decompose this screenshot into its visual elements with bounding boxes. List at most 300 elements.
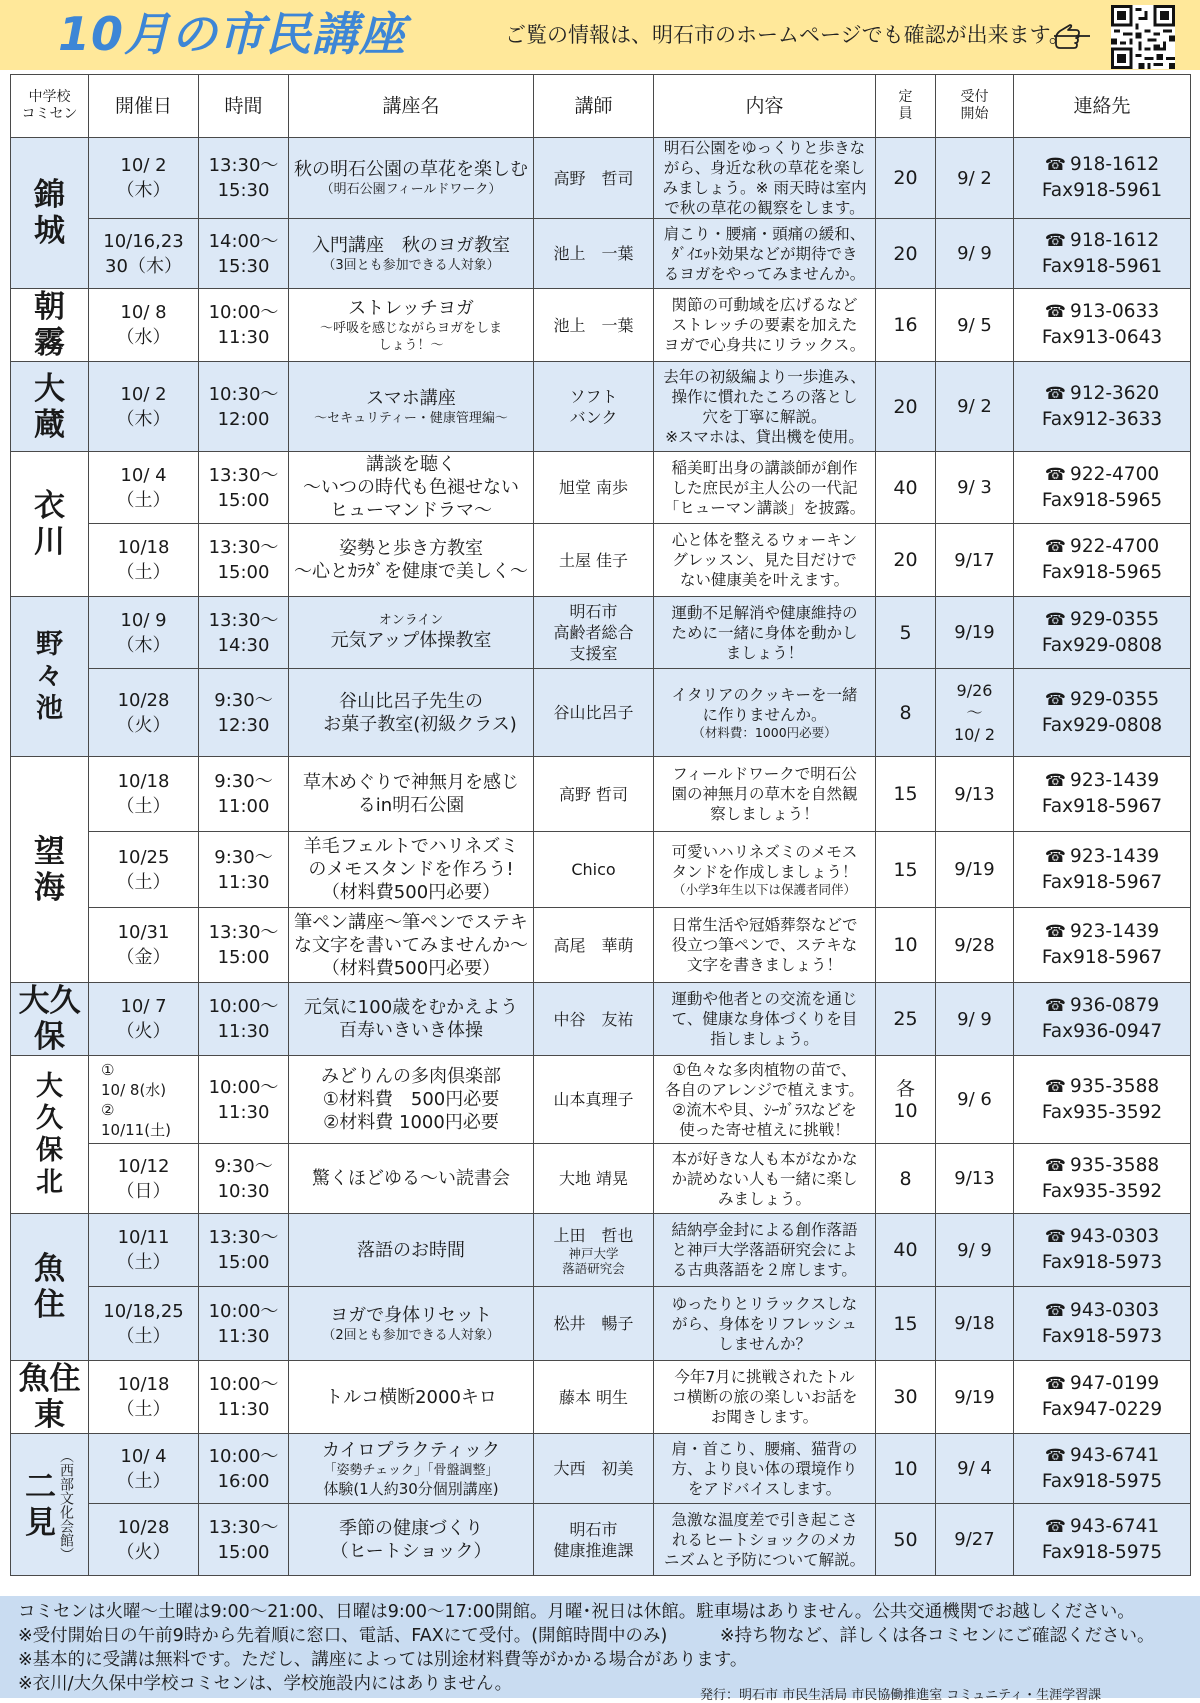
phone-icon: ☎: [1044, 230, 1067, 251]
text-line: 園の神無月の草木を自然観: [671, 785, 858, 803]
text-line: （火）: [116, 1021, 171, 1042]
instructor-cell: [534, 524, 654, 597]
text-line: 支援室: [569, 644, 618, 663]
text-line: 9/17: [954, 549, 995, 571]
text-line: 大久: [18, 983, 81, 1019]
text-line: 「ヒューマン講談」を披露。: [663, 498, 866, 517]
text-line: 松井 暢子: [553, 1314, 634, 1333]
phone-icon: ☎: [1044, 1300, 1067, 1321]
text-line: 11:30: [217, 1101, 270, 1123]
footer-line: ※受付開始日の午前9時から先着順に窓口、電話、FAXにて受付。(開館時間中のみ) ※持ち物など、詳しくは各コミセンにご確認ください。: [18, 1626, 1155, 1646]
text-line: て、健康な身体づくりを目: [671, 1010, 858, 1028]
text-line: 高齢者総合: [553, 623, 634, 642]
course-title: [289, 669, 534, 757]
table-row: [11, 1214, 1191, 1287]
text-line: 10/31: [117, 922, 170, 943]
website-note: ご覧の情報は、明石市のホームページでも確認が出来ます。: [505, 23, 1070, 47]
fax-number: Fax918-5973: [1041, 1252, 1163, 1273]
text-line: 元気アップ体操教室: [330, 630, 492, 651]
text-line: 9:30～: [214, 846, 273, 868]
phone-icon: ☎: [1044, 1076, 1067, 1097]
time-cell: [199, 1056, 289, 1144]
text-line: 池: [36, 692, 63, 724]
title-subtext: 体験(1人約30分個別講座): [323, 1479, 499, 1498]
text-line: 草木めぐりで神無月を感じ: [303, 772, 519, 793]
course-title: [289, 832, 534, 908]
text-line: 9/ 4: [957, 1458, 992, 1479]
text-line: ①材料費 500円必要: [322, 1089, 500, 1110]
text-line: 10/ 2: [120, 383, 167, 405]
text-line: 二: [25, 1468, 56, 1505]
capacity-cell: [876, 138, 936, 219]
text-line: ①色々な多肉植物の苗で、: [672, 1060, 857, 1079]
text-line: 谷山比呂子先生の: [339, 690, 483, 712]
time-cell: [199, 908, 289, 983]
course-title: [289, 219, 534, 289]
text-line: 野: [36, 628, 63, 660]
text-line: か読めない人も一緒に楽し: [671, 1169, 858, 1188]
text-line: （水）: [116, 327, 171, 348]
instructor-cell: [534, 452, 654, 524]
text-line: 元気に100歳をむかえよう: [303, 997, 519, 1018]
text-line: ～: [966, 702, 983, 722]
venue-name: [11, 452, 89, 597]
capacity-cell: [876, 1287, 936, 1361]
text-line: るin明石公園: [357, 795, 465, 816]
text-line: 霧: [34, 325, 65, 361]
text-line: 旭堂 南歩: [558, 478, 629, 497]
fax-number: Fax947-0229: [1041, 1399, 1163, 1420]
date-cell: [89, 1361, 199, 1434]
contact-cell: [1014, 832, 1191, 908]
text-line: 文字を書きましょう！: [686, 956, 842, 974]
time-cell: [199, 1504, 289, 1576]
table-row: [11, 1361, 1191, 1434]
course-title: [289, 1214, 534, 1287]
capacity-value: 10: [893, 934, 918, 956]
text-line: 入門講座 秋のヨガ教室: [312, 234, 510, 256]
tel-number: 922-4700: [1070, 463, 1160, 485]
text-line: ストレッチの要素を加えた: [671, 316, 858, 334]
text-line: 蔵: [34, 406, 65, 443]
venue-name: [11, 138, 89, 289]
text-line: 10/11: [117, 1227, 170, 1248]
text-line: ﾀﾞｲｴｯﾄ効果などが期待でき: [671, 244, 858, 263]
instructor-cell: [534, 597, 654, 669]
text-line: 役立つ筆ペンで、ステキな: [671, 936, 858, 954]
tel-number: 943-0303: [1070, 1299, 1160, 1321]
text-line: （木）: [116, 180, 171, 201]
text-line: 健康推進課: [553, 1540, 634, 1560]
fax-number: Fax918-5961: [1041, 255, 1163, 277]
text-line: 百寿いきいき体操: [339, 1020, 483, 1041]
phone-icon: ☎: [1044, 922, 1067, 942]
text-line: 10/18: [117, 537, 170, 558]
text-line: 15:00: [217, 562, 270, 583]
text-line: 13:30～: [208, 1516, 279, 1538]
text-line: ヒューマンドラマ～: [330, 500, 492, 521]
text-line: 9/ 9: [957, 243, 992, 264]
tel-line: [1014, 1153, 1190, 1179]
phone-icon: ☎: [1044, 1227, 1067, 1247]
text-line: 高野 哲司: [558, 784, 629, 804]
date-cell: [89, 669, 199, 757]
content-cell: [654, 1504, 876, 1576]
text-line: 住: [34, 1287, 65, 1323]
course-title: [289, 908, 534, 983]
text-line: 9/ 5: [957, 314, 992, 336]
text-line: ソフト: [569, 386, 618, 406]
tel-number: 923-1439: [1070, 770, 1160, 791]
table-row: [11, 983, 1191, 1056]
text-line: 14:00～: [208, 230, 279, 252]
content-note: （材料費：1000円必要）: [692, 724, 837, 740]
text-line: 今年7月に挑戦されたトル: [674, 1368, 855, 1386]
text-line: しませんか？: [717, 1334, 811, 1353]
contact-cell: [1014, 757, 1191, 832]
phone-icon: ☎: [1044, 383, 1067, 404]
text-line: ①: [101, 1060, 115, 1079]
text-line: 池上 一葉: [553, 315, 634, 335]
text-line: 可愛いハリネズミのメモス: [671, 842, 858, 861]
tel-line: [1014, 1514, 1190, 1540]
text-line: 9:30～: [214, 689, 273, 711]
phone-icon: ☎: [1044, 302, 1067, 322]
tel-line: [1014, 228, 1190, 254]
tel-number: 913-0633: [1070, 301, 1160, 322]
text-line: 使った寄せ植えに挑戦！: [679, 1120, 850, 1139]
venue-name: [11, 1214, 89, 1361]
tel-number: 912-3620: [1070, 382, 1160, 404]
text-line: 秋の明石公園の草花を楽しむ: [294, 159, 528, 180]
venue-name: [11, 362, 89, 452]
text-line: 山本真理子: [553, 1090, 634, 1109]
course-title: [289, 524, 534, 597]
fax-number: Fax936-0947: [1041, 1021, 1163, 1042]
text-line: 14:30: [217, 634, 270, 656]
tel-line: [1014, 381, 1190, 407]
tel-line: [1014, 768, 1190, 794]
content-cell: [654, 1287, 876, 1361]
date-cell: [89, 908, 199, 983]
text-line: 結納亭金封による創作落語: [671, 1221, 858, 1239]
tel-number: 947-0199: [1070, 1373, 1160, 1394]
start-date-cell: [936, 1144, 1014, 1214]
text-line: 々: [36, 660, 63, 692]
phone-icon: ☎: [1044, 1516, 1067, 1537]
text-line: 9/28: [954, 934, 995, 956]
publisher: 発行：明石市 市民生活局 市民協働推進室 コミュニティ・生涯学習課: [700, 1688, 1102, 1703]
text-line: 城: [34, 213, 65, 249]
table-row: [11, 524, 1191, 597]
course-title: [289, 138, 534, 219]
contact-cell: [1014, 289, 1191, 362]
contact-cell: [1014, 1504, 1191, 1576]
time-cell: [199, 983, 289, 1056]
time-cell: [199, 138, 289, 219]
text-line: 藤本 明生: [558, 1387, 629, 1407]
text-line: グレッスン、見た目だけで: [672, 551, 857, 569]
date-cell: [89, 1056, 199, 1144]
content-cell: [654, 1214, 876, 1287]
start-date-cell: [936, 289, 1014, 362]
course-title: [289, 597, 534, 669]
text-line: 大: [36, 1070, 63, 1102]
text-line: 急激な温度差で引き起こさ: [671, 1510, 858, 1529]
content-note: （小学3年生以下は保護者同伴）: [673, 881, 856, 897]
text-line: 10/12: [117, 1155, 170, 1177]
tel-line: [1014, 1224, 1190, 1250]
fax-number: Fax929-0808: [1041, 714, 1163, 736]
start-date-cell: [936, 524, 1014, 597]
text-line: お聞きします。: [710, 1408, 819, 1426]
start-date-cell: [936, 757, 1014, 832]
tel-number: 929-0355: [1070, 688, 1160, 710]
qr-code-icon[interactable]: [1111, 5, 1175, 69]
text-line: （土）: [116, 1399, 171, 1420]
date-cell: [89, 757, 199, 832]
text-line: 10/ 2: [120, 155, 167, 176]
course-title: [289, 983, 534, 1056]
title-subtext: （2回とも参加できる人対象）: [322, 1327, 500, 1343]
capacity-value: 10: [893, 1099, 918, 1122]
text-line: 10/18: [117, 771, 170, 792]
time-cell: [199, 1361, 289, 1434]
contact-cell: [1014, 597, 1191, 669]
date-cell: [89, 289, 199, 362]
col-venue: 中学校 コミセン: [11, 75, 89, 138]
contact-cell: [1014, 1434, 1191, 1504]
text-line: 明石公園をゆっくりと歩きな: [663, 139, 866, 157]
text-line: ましょう！: [725, 643, 804, 662]
capacity-cell: [876, 1144, 936, 1214]
table-row: [11, 757, 1191, 832]
text-line: な文字を書いてみませんか～: [294, 934, 528, 956]
text-line: 9/ 3: [957, 477, 992, 498]
text-line: れるヒートショックのメカ: [671, 1530, 858, 1549]
table-row: [11, 219, 1191, 289]
venue-name: [11, 289, 89, 362]
text-line: ②: [101, 1100, 115, 1119]
instructor-cell: [534, 362, 654, 452]
date-cell: [89, 524, 199, 597]
tel-number: 923-1439: [1070, 845, 1160, 867]
tel-number: 935-3588: [1070, 1154, 1160, 1176]
content-cell: [654, 1434, 876, 1504]
text-line: 10:30～: [208, 383, 279, 405]
text-line: に作りませんか。: [702, 705, 827, 724]
tel-line: [1014, 299, 1190, 325]
title-subtext: （明石公園フィールドワーク）: [320, 182, 502, 197]
text-line: 高尾 華萌: [553, 935, 634, 955]
tel-line: [1014, 1371, 1190, 1397]
date-cell: [89, 362, 199, 452]
capacity-value: 8: [899, 701, 912, 724]
contact-cell: [1014, 983, 1191, 1056]
text-line: る古典落語を２席します。: [672, 1261, 857, 1279]
text-line: 姿勢と歩き方教室: [339, 538, 483, 559]
text-line: 11:30: [217, 871, 270, 893]
text-line: 10/ 4: [120, 464, 167, 486]
capacity-cell: [876, 1214, 936, 1287]
capacity-value: 40: [893, 1239, 918, 1261]
text-line: 13:30～: [208, 155, 279, 176]
content-cell: [654, 1361, 876, 1434]
capacity-cell: [876, 669, 936, 757]
col-date: 開催日: [89, 75, 199, 138]
title-subtext: ～セキュリティー・健康管理編～: [314, 410, 508, 426]
table-row: [11, 138, 1191, 219]
capacity-cell: [876, 362, 936, 452]
table-row: [11, 1504, 1191, 1576]
text-line: ない健康美を叶えます。: [679, 571, 850, 589]
time-cell: [199, 597, 289, 669]
text-line: （金）: [116, 947, 171, 968]
text-line: 海: [34, 869, 65, 906]
date-cell: [89, 832, 199, 908]
start-date-cell: [936, 1504, 1014, 1576]
course-title: [289, 1287, 534, 1361]
capacity-value: 15: [893, 1312, 918, 1335]
text-line: をアドバイスします。: [687, 1479, 842, 1498]
course-title: [289, 452, 534, 524]
text-line: 13:30～: [208, 537, 279, 558]
course-title: [289, 757, 534, 832]
text-line: お菓子教室(初級クラス): [305, 713, 517, 735]
venue-name: [11, 1434, 89, 1576]
tel-number: 943-0303: [1070, 1226, 1160, 1247]
text-line: 去年の初級編より一歩進み、: [663, 367, 866, 386]
instructor-cell: [534, 908, 654, 983]
contact-cell: [1014, 524, 1191, 597]
text-line: （土）: [116, 1470, 171, 1492]
tel-line: [1014, 919, 1190, 945]
text-line: （土）: [116, 562, 171, 583]
text-line: 土屋 佳子: [558, 550, 629, 570]
contact-cell: [1014, 908, 1191, 983]
text-line: （材料費500円必要）: [321, 957, 501, 979]
text-line: 30（木）: [105, 255, 182, 277]
text-line: 操作に慣れたころの落とし: [671, 387, 858, 406]
capacity-value: 16: [893, 314, 918, 336]
capacity-cell: [876, 1434, 936, 1504]
text-line: 10/ 4: [120, 1445, 167, 1467]
table-row: [11, 908, 1191, 983]
date-cell: [89, 1504, 199, 1576]
text-line: 中谷 友祐: [553, 1009, 634, 1029]
text-line: トルコ横断2000キロ: [325, 1386, 497, 1408]
text-line: 9/27: [954, 1529, 995, 1550]
tel-number: 922-4700: [1070, 536, 1160, 557]
text-line: 魚住: [18, 1361, 81, 1397]
table-row: [11, 832, 1191, 908]
text-line: 池上 一葉: [553, 244, 634, 263]
text-line: ②流木や貝、ｼｰｶﾞﾗｽなどを: [672, 1100, 857, 1119]
capacity-cell: [876, 908, 936, 983]
tel-number: 936-0879: [1070, 995, 1160, 1016]
col-start: 受付 開始: [936, 75, 1014, 138]
text-line: ヨガで身体リセット: [330, 1304, 492, 1326]
text-line: 10/ 7: [120, 996, 167, 1017]
title-prefix: オンライン: [378, 613, 444, 628]
text-line: 10/16,23: [103, 230, 184, 252]
text-line: 9/26: [956, 680, 993, 700]
capacity-cell: [876, 219, 936, 289]
table-row: [11, 669, 1191, 757]
text-line: 北: [36, 1166, 63, 1198]
text-line: 10/ 2: [953, 724, 995, 744]
text-line: 指しましょう。: [710, 1030, 819, 1048]
text-line: 川: [34, 524, 65, 560]
content-cell: [654, 832, 876, 908]
text-line: 9/ 9: [957, 1239, 992, 1261]
text-line: 錦: [34, 177, 65, 213]
capacity-value: 50: [893, 1528, 918, 1551]
contact-cell: [1014, 219, 1191, 289]
course-title: [289, 289, 534, 362]
date-cell: [89, 1434, 199, 1504]
table-row: [11, 1287, 1191, 1361]
capacity-value: 各: [895, 1077, 915, 1100]
table-row: [11, 597, 1191, 669]
title-subtext: （3回とも参加できる人対象）: [322, 257, 500, 273]
text-line: 9/ 2: [957, 167, 992, 189]
text-line: 落語研究会: [562, 1260, 625, 1276]
text-line: るヨガをやってみませんか。: [663, 264, 866, 283]
course-title: [289, 362, 534, 452]
footer-line: コミセンは火曜～土曜は9:00～21:00、日曜は9:00～17:00開館。月曜･祝日は休館。駐車場はありません。公共交通機関でお越しください。: [18, 1602, 1135, 1622]
capacity-value: 15: [893, 783, 918, 805]
text-line: 9/18: [954, 1313, 995, 1334]
text-line: 運動や他者との交流を通じ: [671, 990, 858, 1008]
venue-name: [11, 1361, 89, 1434]
instructor-cell: [534, 1434, 654, 1504]
text-line: ～心とｶﾗﾀﾞを健康で美しく～: [294, 561, 528, 582]
text-line: 大西 初美: [553, 1459, 634, 1478]
capacity-value: 20: [893, 395, 918, 418]
fax-number: Fax918-5965: [1041, 489, 1163, 511]
instructor-cell: [534, 289, 654, 362]
text-line: スマホ講座: [366, 387, 456, 409]
text-line: 方、より良い体の環境作り: [671, 1459, 858, 1478]
text-line: 穴を丁寧に解説。: [702, 407, 827, 426]
tel-line: [1014, 534, 1190, 560]
table-row: [11, 1056, 1191, 1144]
text-line: 衣: [34, 488, 65, 524]
time-cell: [199, 1287, 289, 1361]
phone-icon: ☎: [1044, 155, 1067, 175]
text-line: 15:00: [217, 1252, 270, 1273]
text-line: 13:30～: [208, 609, 279, 631]
text-line: 13:30～: [208, 464, 279, 486]
text-line: みましょう。※ 雨天時は室内: [662, 179, 867, 197]
text-line: 関節の可動域を広げるなど: [671, 296, 858, 314]
text-line: 11:30: [217, 1325, 270, 1347]
text-line: 筆ペン講座～筆ペンでステキ: [294, 911, 528, 933]
table-row: [11, 289, 1191, 362]
text-line: 11:30: [217, 1399, 270, 1420]
text-line: 各自のアレンジで植えます。: [665, 1080, 864, 1099]
text-line: 10/18,25: [103, 1300, 184, 1322]
contact-cell: [1014, 362, 1191, 452]
tel-number: 918-1612: [1070, 154, 1160, 175]
text-line: 9/19: [954, 859, 995, 880]
text-line: 10/ 8: [120, 302, 167, 323]
capacity-cell: [876, 832, 936, 908]
course-title: [289, 1144, 534, 1214]
instructor-cell: [534, 757, 654, 832]
phone-icon: ☎: [1044, 846, 1067, 867]
